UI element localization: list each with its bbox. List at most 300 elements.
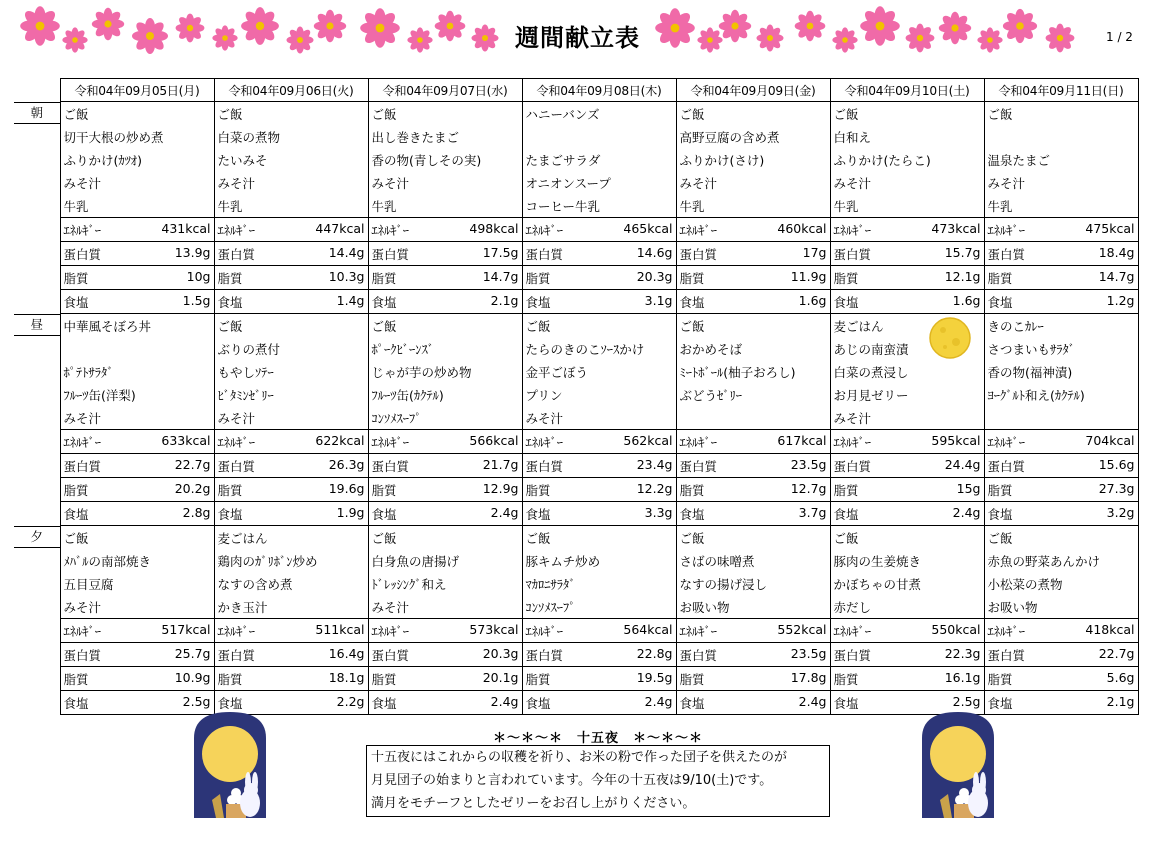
dish-cell: お吸い物 xyxy=(676,595,830,619)
nutrition-cell xyxy=(676,478,830,502)
nutrition-label: ｴﾈﾙｷﾞｰ xyxy=(833,222,872,238)
dish-cell: さばの味噌煮 xyxy=(676,549,830,572)
nutrition-label: ｴﾈﾙｷﾞｰ xyxy=(217,623,256,639)
nutrition-label: 食塩 xyxy=(987,506,1013,522)
nutrition-cell xyxy=(984,643,1138,667)
nutrition-cell xyxy=(522,691,676,715)
dish-cell xyxy=(60,337,214,360)
nutrition-label: 脂質 xyxy=(987,671,1013,687)
nutrition-value: 14.7g xyxy=(482,268,519,284)
nutrition-cell xyxy=(984,667,1138,691)
nutrition-cell xyxy=(60,478,214,502)
nutrition-label: 蛋白質 xyxy=(833,458,872,474)
nutrition-value: 498kcal xyxy=(469,220,519,236)
dish-cell: プリン xyxy=(522,383,676,406)
dish-cell: みそ汁 xyxy=(368,171,522,194)
dish-cell: ご飯 xyxy=(214,102,368,126)
nutrition-cell xyxy=(522,502,676,526)
nutrition-value: 10.9g xyxy=(174,669,211,685)
nutrition-value: 22.3g xyxy=(944,645,981,661)
dish-cell: ご飯 xyxy=(522,526,676,550)
dish-cell: ｺﾝｿﾒｽｰﾌﾟ xyxy=(368,406,522,430)
nutrition-value: 550kcal xyxy=(931,621,981,637)
nutrition-label: ｴﾈﾙｷﾞｰ xyxy=(63,434,102,450)
nutrition-label: 脂質 xyxy=(371,482,397,498)
page-number: 1 / 2 xyxy=(1106,30,1133,44)
nutrition-label: 脂質 xyxy=(371,671,397,687)
nutrition-value: 15g xyxy=(956,480,981,496)
dish-cell: ﾖｰｸﾞﾙﾄ和え(ｶｸﾃﾙ) xyxy=(984,383,1138,406)
day-header: 令和04年09月11日(日) xyxy=(984,79,1138,102)
dish-cell: なすの揚げ浸し xyxy=(676,572,830,595)
dish-cell: みそ汁 xyxy=(676,171,830,194)
nutrition-value: 517kcal xyxy=(161,621,211,637)
nutrition-label: 蛋白質 xyxy=(63,647,102,663)
dish-cell: あじの南蛮漬 xyxy=(830,337,984,360)
nutrition-label: 蛋白質 xyxy=(217,458,256,474)
nutrition-label: 蛋白質 xyxy=(525,647,564,663)
nutrition-cell xyxy=(214,643,368,667)
dish-cell: ご飯 xyxy=(830,102,984,126)
nutrition-label: ｴﾈﾙｷﾞｰ xyxy=(63,222,102,238)
nutrition-cell xyxy=(522,478,676,502)
nutrition-label: 食塩 xyxy=(63,294,89,310)
nutrition-cell xyxy=(522,242,676,266)
nutrition-cell xyxy=(676,619,830,643)
nutrition-value: 22.7g xyxy=(1098,645,1135,661)
nutrition-cell xyxy=(676,242,830,266)
dish-row xyxy=(14,102,1138,126)
nutrition-cell xyxy=(522,290,676,314)
nutrition-cell xyxy=(60,667,214,691)
nutrition-value: 2.5g xyxy=(182,693,211,709)
nutrition-cell xyxy=(676,266,830,290)
nutrition-value: 18.1g xyxy=(328,669,365,685)
dish-cell: ﾌﾙｰﾂ缶(ｶｸﾃﾙ) xyxy=(368,383,522,406)
dish-row xyxy=(14,148,1138,171)
dish-row xyxy=(14,549,1138,572)
nutrition-label: 蛋白質 xyxy=(217,647,256,663)
nutrition-cell xyxy=(60,266,214,290)
nutrition-cell xyxy=(676,502,830,526)
nutrition-label: 脂質 xyxy=(525,671,551,687)
moon-rabbit-illustration xyxy=(918,708,998,818)
nutrition-cell xyxy=(830,430,984,454)
day-header-row xyxy=(14,79,1138,102)
nutrition-cell xyxy=(60,454,214,478)
meal-label: 夕 xyxy=(14,526,60,548)
dish-cell: きのこｶﾚｰ xyxy=(984,314,1138,338)
dish-cell: 白菜の煮物 xyxy=(214,125,368,148)
day-header: 令和04年09月09日(金) xyxy=(676,79,830,102)
nutrition-value: 3.2g xyxy=(1106,504,1135,520)
nutrition-row-fat xyxy=(14,667,1138,691)
nutrition-value: 14.4g xyxy=(328,244,365,260)
dish-row xyxy=(14,125,1138,148)
nutrition-label: 食塩 xyxy=(833,695,859,711)
nutrition-label: 蛋白質 xyxy=(371,647,410,663)
dish-cell: みそ汁 xyxy=(60,406,214,430)
nutrition-label: 脂質 xyxy=(679,270,705,286)
nutrition-cell xyxy=(984,218,1138,242)
dish-row xyxy=(14,171,1138,194)
nutrition-cell xyxy=(830,667,984,691)
dish-cell: 赤魚の野菜あんかけ xyxy=(984,549,1138,572)
nutrition-cell xyxy=(368,478,522,502)
nutrition-label: 食塩 xyxy=(63,506,89,522)
dish-cell: ﾎﾟｰｸﾋﾞｰﾝｽﾞ xyxy=(368,337,522,360)
dish-cell xyxy=(984,406,1138,430)
dish-cell: 中華風そぼろ丼 xyxy=(60,314,214,338)
nutrition-cell xyxy=(214,619,368,643)
nutrition-label: 食塩 xyxy=(371,294,397,310)
dish-cell: おかめそば xyxy=(676,337,830,360)
dish-cell: なすの含め煮 xyxy=(214,572,368,595)
day-header: 令和04年09月05日(月) xyxy=(60,79,214,102)
dish-cell: じゃが芋の炒め物 xyxy=(368,360,522,383)
dish-cell: ふりかけ(さけ) xyxy=(676,148,830,171)
dish-cell: 小松菜の煮物 xyxy=(984,572,1138,595)
nutrition-label: 脂質 xyxy=(371,270,397,286)
nutrition-value: 2.5g xyxy=(952,693,981,709)
dish-cell: 切干大根の炒め煮 xyxy=(60,125,214,148)
nutrition-label: 食塩 xyxy=(63,695,89,711)
nutrition-cell xyxy=(368,290,522,314)
nutrition-cell xyxy=(368,643,522,667)
nutrition-value: 3.3g xyxy=(644,504,673,520)
dish-cell: ふりかけ(たらこ) xyxy=(830,148,984,171)
dish-cell: ふりかけ(ｶﾂｵ) xyxy=(60,148,214,171)
nutrition-cell xyxy=(676,454,830,478)
nutrition-label: 脂質 xyxy=(63,482,89,498)
nutrition-cell xyxy=(984,478,1138,502)
nutrition-label: 食塩 xyxy=(217,294,243,310)
nutrition-cell xyxy=(368,619,522,643)
nutrition-value: 23.4g xyxy=(636,456,673,472)
nutrition-label: 食塩 xyxy=(525,695,551,711)
dish-cell: かぼちゃの甘煮 xyxy=(830,572,984,595)
dish-cell: みそ汁 xyxy=(830,171,984,194)
nutrition-label: 脂質 xyxy=(833,270,859,286)
nutrition-row-fat xyxy=(14,478,1138,502)
nutrition-value: 562kcal xyxy=(623,432,673,448)
nutrition-value: 1.5g xyxy=(182,292,211,308)
dish-cell: 白菜の煮浸し xyxy=(830,360,984,383)
nutrition-cell xyxy=(984,430,1138,454)
nutrition-label: 蛋白質 xyxy=(217,246,256,262)
nutrition-cell xyxy=(522,667,676,691)
dish-row xyxy=(14,194,1138,218)
dish-cell: かき玉汁 xyxy=(214,595,368,619)
nutrition-value: 23.5g xyxy=(790,645,827,661)
dish-cell: ご飯 xyxy=(368,526,522,550)
note-title: ＊～＊～＊ 十五夜 ＊～＊～＊ xyxy=(492,731,703,746)
nutrition-value: 24.4g xyxy=(944,456,981,472)
dish-cell: ご飯 xyxy=(676,102,830,126)
nutrition-value: 2.4g xyxy=(490,693,519,709)
dish-row xyxy=(14,406,1138,430)
nutrition-row-energy xyxy=(14,218,1138,242)
dish-cell: みそ汁 xyxy=(214,406,368,430)
note-line: 月見団子の始まりと言われています。今年の十五夜は9/10(土)です。 xyxy=(371,773,773,788)
nutrition-label: ｴﾈﾙｷﾞｰ xyxy=(371,434,410,450)
nutrition-cell xyxy=(368,691,522,715)
dish-cell: みそ汁 xyxy=(60,595,214,619)
nutrition-cell xyxy=(214,502,368,526)
dish-cell: 金平ごぼう xyxy=(522,360,676,383)
dish-cell: ご飯 xyxy=(676,314,830,338)
nutrition-value: 10g xyxy=(186,268,211,284)
nutrition-label: 脂質 xyxy=(525,270,551,286)
dish-cell: ご飯 xyxy=(60,102,214,126)
note-line: 十五夜にはこれからの収穫を祈り、お米の粉で作った団子を供えたのが xyxy=(371,750,788,765)
nutrition-value: 12.9g xyxy=(482,480,519,496)
nutrition-value: 23.5g xyxy=(790,456,827,472)
nutrition-cell xyxy=(830,454,984,478)
dish-cell: 牛乳 xyxy=(60,194,214,218)
nutrition-value: 2.1g xyxy=(1106,693,1135,709)
nutrition-label: 脂質 xyxy=(63,270,89,286)
dish-cell: 牛乳 xyxy=(214,194,368,218)
nutrition-value: 511kcal xyxy=(315,621,365,637)
nutrition-value: 14.7g xyxy=(1098,268,1135,284)
nutrition-value: 633kcal xyxy=(161,432,211,448)
dish-row xyxy=(14,572,1138,595)
nutrition-value: 3.7g xyxy=(798,504,827,520)
dish-cell: 麦ごはん xyxy=(214,526,368,550)
dish-cell: ご飯 xyxy=(214,314,368,338)
nutrition-value: 10.3g xyxy=(328,268,365,284)
dish-cell: 香の物(福神漬) xyxy=(984,360,1138,383)
nutrition-cell xyxy=(214,667,368,691)
dish-cell: みそ汁 xyxy=(984,171,1138,194)
nutrition-label: 食塩 xyxy=(679,294,705,310)
nutrition-label: 蛋白質 xyxy=(371,458,410,474)
nutrition-cell xyxy=(830,242,984,266)
nutrition-label: 食塩 xyxy=(371,506,397,522)
nutrition-label: ｴﾈﾙｷﾞｰ xyxy=(525,623,564,639)
dish-row xyxy=(14,383,1138,406)
nutrition-label: ｴﾈﾙｷﾞｰ xyxy=(987,434,1026,450)
dish-cell: 牛乳 xyxy=(368,194,522,218)
weekly-menu-table xyxy=(14,78,1139,715)
nutrition-value: 19.5g xyxy=(636,669,673,685)
nutrition-cell xyxy=(984,691,1138,715)
nutrition-value: 1.6g xyxy=(798,292,827,308)
nutrition-label: 食塩 xyxy=(217,695,243,711)
nutrition-label: ｴﾈﾙｷﾞｰ xyxy=(525,434,564,450)
nutrition-cell xyxy=(984,502,1138,526)
nutrition-label: ｴﾈﾙｷﾞｰ xyxy=(371,222,410,238)
nutrition-label: ｴﾈﾙｷﾞｰ xyxy=(679,623,718,639)
nutrition-label: 蛋白質 xyxy=(679,458,718,474)
moon-icon xyxy=(929,312,971,364)
nutrition-cell xyxy=(830,266,984,290)
nutrition-label: 蛋白質 xyxy=(371,246,410,262)
nutrition-value: 473kcal xyxy=(931,220,981,236)
nutrition-value: 431kcal xyxy=(161,220,211,236)
nutrition-value: 20.3g xyxy=(636,268,673,284)
dish-cell: ご飯 xyxy=(522,314,676,338)
dish-cell: たらのきのこｿｰｽかけ xyxy=(522,337,676,360)
nutrition-label: 蛋白質 xyxy=(987,246,1026,262)
nutrition-label: ｴﾈﾙｷﾞｰ xyxy=(679,222,718,238)
nutrition-value: 2.4g xyxy=(644,693,673,709)
nutrition-label: ｴﾈﾙｷﾞｰ xyxy=(679,434,718,450)
dish-cell: 豚キムチ炒め xyxy=(522,549,676,572)
nutrition-cell xyxy=(522,454,676,478)
dish-cell: みそ汁 xyxy=(60,171,214,194)
dish-cell: 香の物(青しその実) xyxy=(368,148,522,171)
dish-cell: お月見ゼリー xyxy=(830,383,984,406)
nutrition-cell xyxy=(830,502,984,526)
nutrition-value: 12.2g xyxy=(636,480,673,496)
dish-cell: ご飯 xyxy=(984,526,1138,550)
nutrition-label: 食塩 xyxy=(679,506,705,522)
nutrition-cell xyxy=(676,430,830,454)
nutrition-cell xyxy=(830,643,984,667)
nutrition-label: 食塩 xyxy=(833,506,859,522)
dish-cell: ｺﾝｿﾒｽｰﾌﾟ xyxy=(522,595,676,619)
nutrition-cell xyxy=(522,643,676,667)
day-header: 令和04年09月06日(火) xyxy=(214,79,368,102)
nutrition-row-protein xyxy=(14,242,1138,266)
nutrition-cell xyxy=(984,454,1138,478)
dish-cell: 赤だし xyxy=(830,595,984,619)
nutrition-value: 2.1g xyxy=(490,292,519,308)
nutrition-cell xyxy=(676,691,830,715)
dish-cell: みそ汁 xyxy=(830,406,984,430)
dish-cell: みそ汁 xyxy=(214,171,368,194)
dish-cell: ご飯 xyxy=(368,314,522,338)
nutrition-value: 2.4g xyxy=(490,504,519,520)
dish-row xyxy=(14,526,1138,550)
nutrition-value: 22.7g xyxy=(174,456,211,472)
nutrition-value: 566kcal xyxy=(469,432,519,448)
dish-cell: ハニーバンズ xyxy=(522,102,676,126)
dish-cell: 鶏肉のｶﾞﾘﾎﾞﾝ炒め xyxy=(214,549,368,572)
nutrition-value: 25.7g xyxy=(174,645,211,661)
nutrition-label: ｴﾈﾙｷﾞｰ xyxy=(833,623,872,639)
dish-cell: たいみそ xyxy=(214,148,368,171)
nutrition-cell xyxy=(984,242,1138,266)
nutrition-cell xyxy=(984,266,1138,290)
dish-cell: さつまいもｻﾗﾀﾞ xyxy=(984,337,1138,360)
nutrition-value: 12.7g xyxy=(790,480,827,496)
day-header: 令和04年09月08日(木) xyxy=(522,79,676,102)
dish-cell: ご飯 xyxy=(368,102,522,126)
nutrition-cell xyxy=(214,478,368,502)
nutrition-label: 蛋白質 xyxy=(833,246,872,262)
nutrition-value: 552kcal xyxy=(777,621,827,637)
nutrition-value: 20.2g xyxy=(174,480,211,496)
nutrition-label: 蛋白質 xyxy=(525,458,564,474)
nutrition-value: 14.6g xyxy=(636,244,673,260)
nutrition-value: 617kcal xyxy=(777,432,827,448)
nutrition-label: ｴﾈﾙｷﾞｰ xyxy=(525,222,564,238)
page-title: 週間献立表 xyxy=(515,24,640,52)
nutrition-cell xyxy=(676,643,830,667)
nutrition-label: ｴﾈﾙｷﾞｰ xyxy=(833,434,872,450)
nutrition-label: 蛋白質 xyxy=(63,458,102,474)
nutrition-label: 脂質 xyxy=(217,671,243,687)
nutrition-label: 脂質 xyxy=(679,482,705,498)
dish-row xyxy=(14,595,1138,619)
nutrition-cell xyxy=(368,454,522,478)
nutrition-label: ｴﾈﾙｷﾞｰ xyxy=(63,623,102,639)
nutrition-cell xyxy=(522,430,676,454)
meal-label: 昼 xyxy=(14,314,60,336)
nutrition-cell xyxy=(60,242,214,266)
nutrition-label: ｴﾈﾙｷﾞｰ xyxy=(217,434,256,450)
nutrition-value: 5.6g xyxy=(1106,669,1135,685)
nutrition-cell xyxy=(522,266,676,290)
nutrition-cell xyxy=(214,266,368,290)
nutrition-value: 622kcal xyxy=(315,432,365,448)
nutrition-label: 食塩 xyxy=(371,695,397,711)
dish-cell: 牛乳 xyxy=(984,194,1138,218)
nutrition-cell xyxy=(60,502,214,526)
nutrition-value: 2.2g xyxy=(336,693,365,709)
nutrition-label: 脂質 xyxy=(679,671,705,687)
dish-cell: 高野豆腐の含め煮 xyxy=(676,125,830,148)
nutrition-cell xyxy=(60,643,214,667)
nutrition-value: 595kcal xyxy=(931,432,981,448)
dish-cell: 出し巻きたまご xyxy=(368,125,522,148)
dish-cell: ﾒﾊﾞﾙの南部焼き xyxy=(60,549,214,572)
nutrition-row-energy xyxy=(14,430,1138,454)
dish-cell: ﾌﾙｰﾂ缶(洋梨) xyxy=(60,383,214,406)
nutrition-value: 17.8g xyxy=(790,669,827,685)
nutrition-value: 21.7g xyxy=(482,456,519,472)
nutrition-label: 食塩 xyxy=(987,695,1013,711)
nutrition-label: 脂質 xyxy=(987,270,1013,286)
nutrition-cell xyxy=(368,430,522,454)
nutrition-value: 15.7g xyxy=(944,244,981,260)
nutrition-cell xyxy=(676,667,830,691)
day-header: 令和04年09月07日(水) xyxy=(368,79,522,102)
nutrition-value: 26.3g xyxy=(328,456,365,472)
nutrition-cell xyxy=(368,502,522,526)
nutrition-cell xyxy=(60,430,214,454)
dish-cell: ﾎﾟﾃﾄｻﾗﾀﾞ xyxy=(60,360,214,383)
nutrition-cell xyxy=(214,242,368,266)
nutrition-cell xyxy=(368,242,522,266)
nutrition-label: 蛋白質 xyxy=(525,246,564,262)
dish-cell: 麦ごはん xyxy=(830,314,984,338)
nutrition-value: 460kcal xyxy=(777,220,827,236)
dish-cell: お吸い物 xyxy=(984,595,1138,619)
nutrition-value: 465kcal xyxy=(623,220,673,236)
dish-cell xyxy=(522,125,676,148)
dish-cell: ご飯 xyxy=(676,526,830,550)
dish-cell: 牛乳 xyxy=(676,194,830,218)
nutrition-cell xyxy=(368,266,522,290)
dish-cell: 五目豆腐 xyxy=(60,572,214,595)
dish-cell: ご飯 xyxy=(984,102,1138,126)
nutrition-row-salt xyxy=(14,502,1138,526)
nutrition-cell xyxy=(830,290,984,314)
nutrition-value: 2.4g xyxy=(798,693,827,709)
nutrition-label: ｴﾈﾙｷﾞｰ xyxy=(987,222,1026,238)
dish-cell: ﾋﾞﾀﾐﾝｾﾞﾘｰ xyxy=(214,383,368,406)
nutrition-label: 蛋白質 xyxy=(679,246,718,262)
nutrition-value: 27.3g xyxy=(1098,480,1135,496)
nutrition-value: 19.6g xyxy=(328,480,365,496)
nutrition-value: 418kcal xyxy=(1085,621,1135,637)
dish-cell: ぶりの煮付 xyxy=(214,337,368,360)
nutrition-value: 1.9g xyxy=(336,504,365,520)
